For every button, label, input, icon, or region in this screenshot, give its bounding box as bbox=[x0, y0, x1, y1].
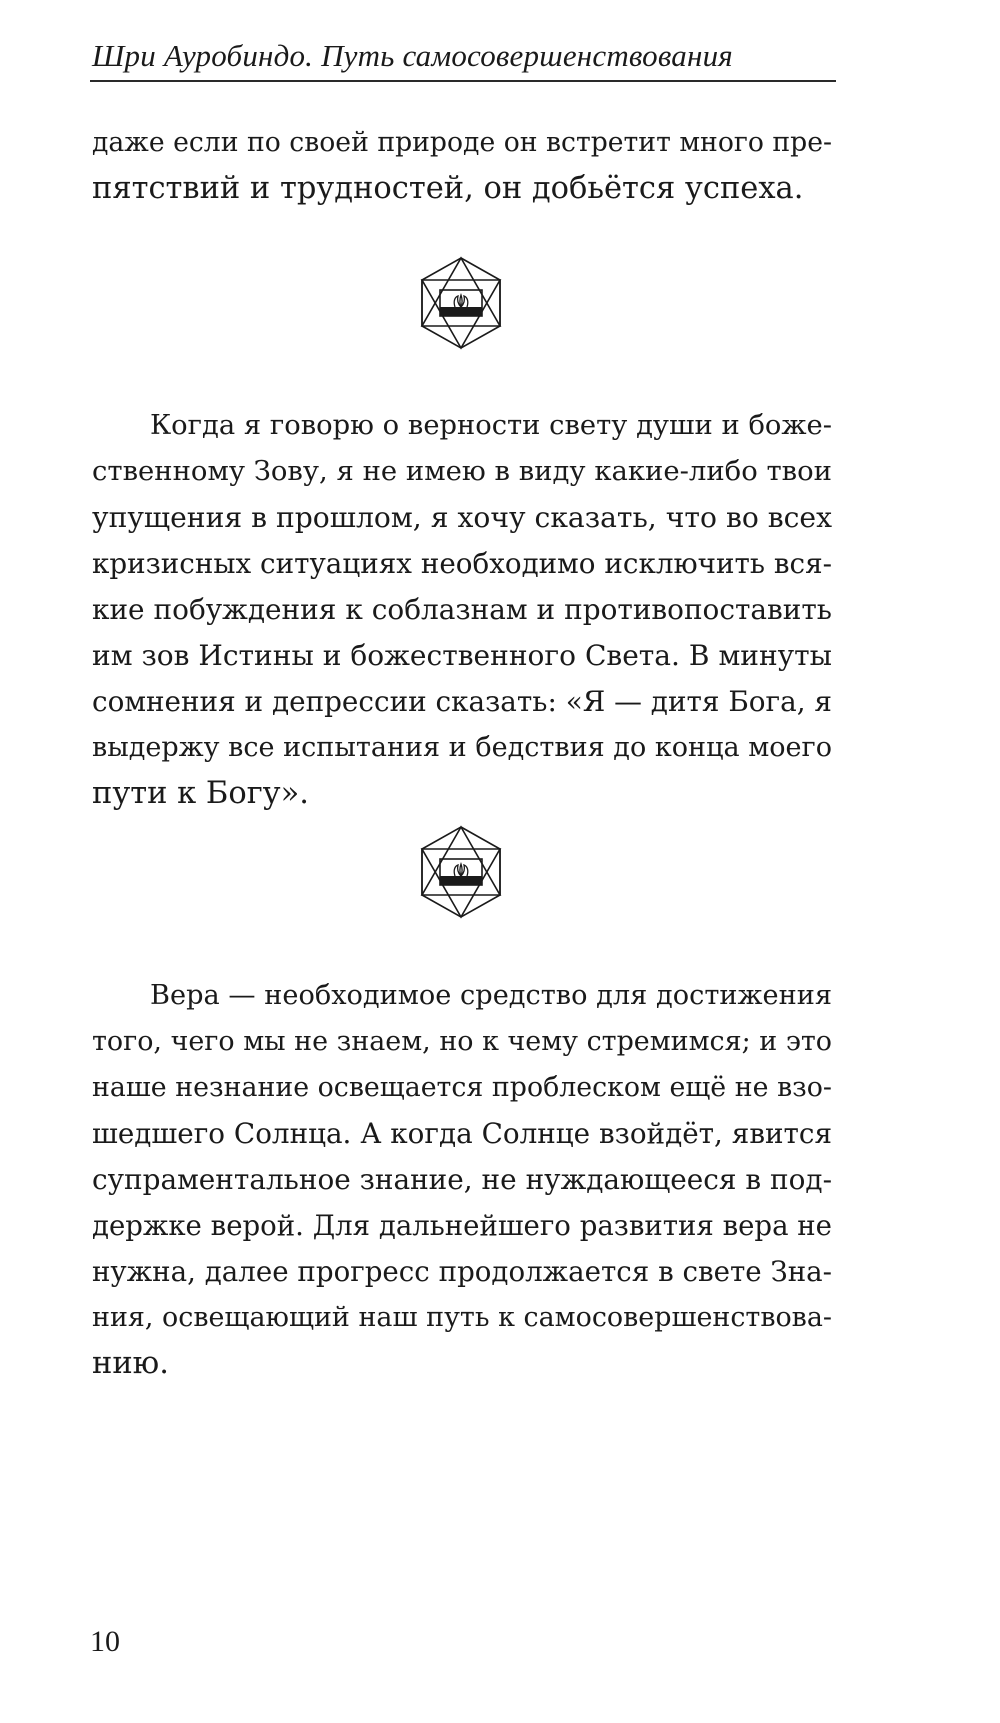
text-line: им зов Истины и божественного Света. В минуты bbox=[92, 639, 832, 672]
paragraph-2 bbox=[92, 403, 832, 817]
text-line: держке верой. Для дальнейшего развития вера не bbox=[92, 1209, 832, 1242]
running-title: Шри Ауробиндо. Путь самосовершенствования bbox=[92, 38, 733, 73]
paragraph-3 bbox=[92, 973, 832, 1387]
icosahedron-lotus-ornament-icon bbox=[416, 256, 506, 350]
page-number: 10 bbox=[90, 1625, 120, 1658]
text-line: выдержу все испытания и бедствия до конца моего bbox=[92, 732, 832, 763]
text-line: Вера — необходимое средство для достижения bbox=[150, 980, 832, 1011]
text-line: упущения в прошлом, я хочу сказать, что во всех bbox=[92, 501, 832, 534]
text-line: пути к Богу». bbox=[92, 776, 309, 811]
text-line: супраментальное знание, не нуждающееся в под- bbox=[92, 1163, 832, 1196]
text-line: нию. bbox=[92, 1346, 169, 1381]
text-line: пятствий и трудностей, он добьётся успеха. bbox=[92, 171, 804, 206]
text-line: шедшего Солнца. А когда Солнце взойдёт, явится bbox=[92, 1117, 832, 1150]
text-line: даже если по своей природе он встретит много пре- bbox=[92, 127, 832, 158]
paragraph-1 bbox=[92, 120, 832, 212]
text-line: нужна, далее прогресс продолжается в свете Зна- bbox=[92, 1255, 832, 1288]
text-line: наше незнание освещается проблеском ещё не взо- bbox=[92, 1072, 832, 1103]
text-line: Когда я говорю о верности свету души и боже- bbox=[150, 410, 832, 441]
text-line: сомнения и депрессии сказать: «Я — дитя Бога, я bbox=[92, 685, 832, 718]
text-line: кризисных ситуациях необходимо исключить вся- bbox=[92, 547, 832, 580]
text-line: ственному Зову, я не имею в виду какие-либо твои bbox=[92, 456, 832, 487]
text-line: того, чего мы не знаем, но к чему стремимся; и это bbox=[92, 1026, 832, 1057]
text-line: кие побуждения к соблазнам и противопоставить bbox=[92, 593, 832, 626]
header-rule bbox=[90, 80, 836, 82]
text-line: ния, освещающий наш путь к самосовершенствова- bbox=[92, 1302, 832, 1333]
icosahedron-lotus-ornament-icon bbox=[416, 825, 506, 919]
